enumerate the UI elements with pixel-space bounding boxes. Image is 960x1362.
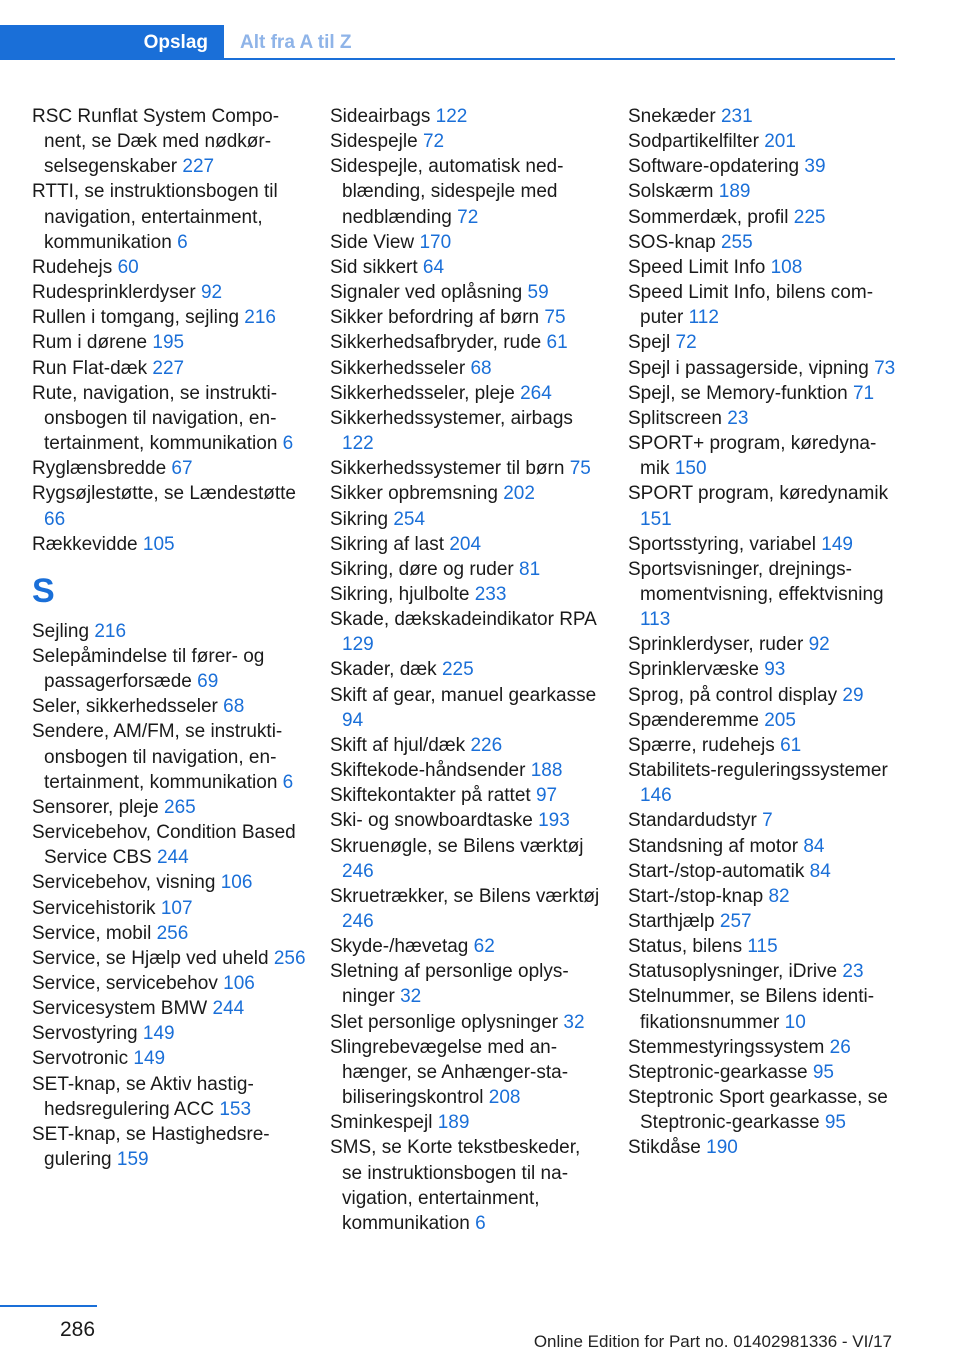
page-link[interactable]: 69	[197, 671, 219, 693]
index-term: Rygsøjlestøtte, se Lændestøtte	[32, 483, 296, 505]
page-link[interactable]: 115	[747, 936, 778, 958]
page-link[interactable]: 190	[706, 1137, 738, 1159]
index-term: Skruetrækker, se Bilens værktøj	[330, 885, 600, 907]
index-entry	[32, 255, 312, 280]
index-entry	[330, 406, 605, 456]
index-term: Skiftekode-håndsender	[330, 760, 526, 782]
index-term: Slingrebevægelse med anhænger, se Anhænger-stabiliseringskontrol	[330, 1036, 569, 1109]
index-term: Statusoplysninger, iDrive	[628, 961, 838, 983]
page-link[interactable]: 112	[688, 307, 719, 329]
index-term: Stelnummer, se Bilens identifikationsnummer	[628, 986, 875, 1033]
index-entry	[330, 758, 605, 783]
index-term: Sportsvisninger, drejningsmomentvisning, effektvisning	[628, 558, 884, 605]
index-term: Rudehejs	[32, 256, 113, 278]
index-entry	[32, 381, 312, 456]
index-entry	[628, 959, 898, 984]
index-term: Sidespejle, automatisk nedblænding, sidespejle med nedblænding	[330, 156, 564, 228]
page-link[interactable]: 188	[530, 760, 563, 782]
index-entry	[330, 1035, 605, 1110]
page-link[interactable]: 84	[809, 860, 831, 882]
index-entry	[330, 330, 605, 355]
index-term: Servicesystem BMW	[32, 998, 208, 1020]
index-entry	[32, 179, 312, 254]
index-term: Skift af hjul/dæk	[330, 734, 466, 756]
page-link[interactable]: 81	[519, 558, 541, 580]
index-term: Spejl, se Memory-funktion	[628, 382, 848, 404]
index-entry	[330, 934, 605, 959]
index-entry	[32, 1122, 312, 1172]
page-link[interactable]: 97	[535, 785, 558, 807]
index-term: Sikring af last	[330, 533, 445, 555]
index-term: Standardudstyr	[628, 810, 757, 832]
index-entry	[32, 356, 312, 381]
index-term: Speed Limit Info, bilens computer	[628, 282, 874, 329]
index-entry	[628, 834, 898, 859]
page-link[interactable]: 231	[720, 106, 753, 127]
header-tabs	[0, 25, 895, 60]
index-entry	[628, 205, 898, 230]
page-link[interactable]: 122	[342, 433, 374, 455]
page-link[interactable]: 244	[212, 998, 245, 1020]
index-entry	[628, 909, 898, 934]
index-entry	[628, 1060, 898, 1085]
index-entry	[628, 532, 898, 557]
index-term: Sikring, hjulbolte	[330, 583, 470, 605]
index-term: Starthjælp	[628, 911, 715, 932]
page-link[interactable]: 257	[719, 911, 752, 932]
footer-rule	[0, 1305, 97, 1307]
index-entry	[330, 507, 605, 532]
index-entry	[628, 934, 898, 959]
page-link[interactable]: 23	[842, 961, 864, 983]
page-link[interactable]: 6	[282, 771, 294, 793]
page-link[interactable]: 149	[133, 1048, 166, 1070]
index-entry	[330, 154, 605, 229]
page-link[interactable]: 32	[563, 1011, 585, 1033]
tab-opslag[interactable]: Opslag	[0, 25, 224, 60]
page-link[interactable]: 202	[503, 483, 535, 505]
page-link[interactable]: 23	[727, 407, 749, 429]
index-entry	[32, 644, 312, 694]
page-link[interactable]: 146	[640, 785, 672, 807]
index-entry	[330, 305, 605, 330]
index-term: Spejl i passagerside, vipning	[628, 357, 869, 379]
index-entry	[32, 870, 312, 895]
index-term: Sikker opbremsning	[330, 483, 498, 505]
index-term: Start-/stop-automatik	[628, 860, 805, 882]
index-entry	[32, 1072, 312, 1122]
page-link[interactable]: 225	[793, 206, 826, 228]
index-term: Servicebehov, Condition Based Service CBS	[32, 822, 296, 869]
index-term: Stemmestyringssystem	[628, 1036, 825, 1058]
page-link[interactable]: 71	[852, 382, 875, 404]
page-link[interactable]: 151	[640, 508, 672, 530]
page-link[interactable]: 6	[177, 231, 188, 253]
page-link[interactable]: 244	[156, 847, 189, 869]
index-entry	[32, 619, 312, 644]
page-link[interactable]: 72	[457, 206, 479, 228]
index-entry	[330, 230, 605, 255]
index-term: Rute, navigation, se instruktionsbogen til navigation, entertainment, kommunikation	[32, 382, 278, 455]
index-entry	[330, 104, 605, 129]
index-term: Stikdåse	[628, 1137, 701, 1159]
page-link[interactable]: 61	[546, 332, 568, 354]
index-term: Sprinklervæske	[628, 659, 759, 681]
index-term: Skyde-/hævetag	[330, 936, 469, 958]
index-entry	[628, 984, 898, 1034]
index-entry	[330, 657, 605, 682]
page-link[interactable]: 170	[419, 231, 452, 253]
page-link[interactable]: 59	[527, 282, 549, 304]
index-term: Sikkerhedsseler	[330, 357, 466, 379]
index-entry	[32, 795, 312, 820]
index-term: Sideairbags	[330, 106, 431, 127]
index-entry	[330, 532, 605, 557]
index-term: Slet personlige oplysninger	[330, 1011, 559, 1033]
index-entry	[628, 381, 898, 406]
page-link[interactable]: 159	[116, 1149, 149, 1171]
index-term: Sikring	[330, 508, 389, 530]
page-link[interactable]: 216	[94, 620, 127, 642]
index-column-2	[330, 104, 605, 1236]
page-link[interactable]: 66	[44, 508, 66, 530]
page-link[interactable]: 107	[160, 897, 193, 919]
index-term: Skader, dæk	[330, 659, 437, 681]
page-link[interactable]: 193	[538, 810, 570, 832]
index-entry	[330, 481, 605, 506]
index-entry	[330, 959, 605, 1009]
page-link[interactable]: 62	[473, 936, 495, 958]
index-entry	[330, 834, 605, 884]
index-entry	[628, 255, 898, 280]
edition-note: Online Edition for Part no. 01402981336 - VI/17	[533, 1332, 892, 1351]
index-entry	[330, 1135, 605, 1236]
page-link[interactable]: 216	[244, 307, 276, 329]
page-link[interactable]: 92	[808, 634, 830, 656]
index-term: Skiftekontakter på rattet	[330, 785, 531, 807]
page-link[interactable]: 6	[282, 433, 294, 455]
index-term: SPORT+ program, køredynamik	[628, 433, 877, 480]
page-link[interactable]: 82	[768, 885, 790, 907]
index-entry	[330, 356, 605, 381]
page-link[interactable]: 189	[437, 1112, 470, 1134]
page-link[interactable]: 227	[182, 156, 215, 178]
header-rule	[0, 58, 895, 60]
index-term: Servostyring	[32, 1023, 138, 1045]
index-term: Spejl	[628, 332, 671, 354]
page-number: 286	[60, 1318, 96, 1341]
index-entry	[330, 255, 605, 280]
index-entry	[628, 657, 898, 682]
page-link[interactable]: 75	[569, 458, 591, 480]
index-term: SMS, se Korte tekstbeskeder, se instruktionsbogen til navigation, entertainment, kommunikation	[330, 1137, 581, 1234]
index-entry	[628, 808, 898, 833]
index-term: Sprog, på control display	[628, 684, 838, 706]
page-link[interactable]: 256	[273, 947, 306, 969]
index-term: Rullen i tomgang, sejling	[32, 307, 240, 329]
index-entry	[32, 456, 312, 481]
index-entry	[628, 179, 898, 204]
index-entry	[628, 230, 898, 255]
page-link[interactable]: 246	[342, 911, 374, 932]
index-entry	[32, 305, 312, 330]
index-entry	[330, 1010, 605, 1035]
page-link[interactable]: 93	[764, 659, 786, 681]
index-entry	[330, 129, 605, 154]
index-entry	[330, 582, 605, 607]
index-term: SPORT program, køredynamik	[628, 483, 889, 505]
index-term: Speed Limit Info	[628, 256, 766, 278]
index-term: RSC Runflat System Component, se Dæk med nødkørselsegenskaber	[32, 106, 280, 178]
index-entry	[32, 996, 312, 1021]
index-term: Selepåmindelse til fører- og passagerforsæde	[32, 645, 265, 693]
index-entry	[330, 1110, 605, 1135]
page-link[interactable]: 150	[674, 458, 707, 480]
index-term: Ski- og snowboardtaske	[330, 810, 533, 832]
index-term: Rækkevidde	[32, 533, 138, 555]
page-link[interactable]: 84	[803, 835, 825, 857]
index-term: Side View	[330, 231, 415, 253]
page-link[interactable]: 26	[829, 1036, 851, 1058]
index-entry	[32, 946, 312, 971]
page-link[interactable]: 6	[475, 1212, 486, 1234]
index-entry	[628, 708, 898, 733]
index-term: Status, bilens	[628, 936, 743, 958]
index-term: Service, servicebehov	[32, 973, 218, 994]
index-entry	[330, 456, 605, 481]
index-entry	[32, 1021, 312, 1046]
index-term: Steptronic Sport gearkasse, se Steptronic-gearkasse	[628, 1087, 888, 1134]
index-term: Sprinklerdyser, ruder	[628, 634, 804, 656]
index-entry	[330, 381, 605, 406]
index-term: Steptronic-gearkasse	[628, 1061, 808, 1083]
page-link[interactable]: 255	[720, 231, 753, 253]
index-term: Servicebehov, visning	[32, 872, 216, 894]
page-link[interactable]: 233	[474, 583, 507, 605]
page-link[interactable]: 61	[780, 734, 802, 756]
tab-alt-fra-a-til-z[interactable]: Alt fra A til Z	[240, 32, 352, 53]
page-link[interactable]: 246	[342, 860, 374, 882]
index-term: Skade, dækskadeindikator RPA	[330, 609, 596, 631]
page-link[interactable]: 204	[449, 533, 482, 555]
index-term: Sikkerhedssystemer til børn	[330, 458, 565, 480]
index-term: Skruenøgle, se Bilens værktøj	[330, 835, 584, 857]
page-link[interactable]: 68	[470, 357, 492, 379]
index-entry	[628, 280, 898, 330]
page-link[interactable]: 60	[117, 256, 139, 278]
page-link[interactable]: 29	[842, 684, 864, 706]
index-term: Sikkerhedsafbryder, rude	[330, 332, 542, 354]
page-link[interactable]: 265	[164, 796, 196, 818]
index-term: Rum i dørene	[32, 332, 148, 354]
index-entry	[32, 532, 312, 557]
page-link[interactable]: 113	[640, 609, 671, 631]
page-link[interactable]: 208	[488, 1087, 521, 1109]
index-entry	[330, 884, 605, 934]
page-link[interactable]: 225	[441, 659, 474, 681]
index-term: Start-/stop-knap	[628, 885, 764, 907]
index-column-1	[32, 104, 312, 1172]
index-term: Sendere, AM/FM, se instruktionsbogen til navigation, entertainment, kommunikation	[32, 721, 283, 793]
index-entry	[628, 859, 898, 884]
index-entry	[32, 1046, 312, 1071]
index-entry	[628, 1035, 898, 1060]
page-link[interactable]: 129	[342, 634, 374, 656]
page-link[interactable]: 256	[156, 922, 189, 944]
index-term: Stabilitets-reguleringssystemer	[628, 760, 888, 782]
index-term: Service, se Hjælp ved uheld	[32, 947, 269, 969]
page-link[interactable]: 226	[470, 734, 503, 756]
index-term: Snekæder	[628, 106, 716, 127]
index-entry	[628, 481, 898, 531]
index-entry	[628, 104, 898, 129]
index-term: Sikring, døre og ruder	[330, 558, 514, 580]
index-entry	[32, 719, 312, 794]
index-entry	[330, 607, 605, 657]
page-link[interactable]: 94	[342, 709, 364, 731]
index-term: Ryglænsbredde	[32, 458, 167, 480]
index-term: Spænderemme	[628, 709, 759, 731]
page-link[interactable]: 108	[770, 256, 803, 278]
index-term: Signaler ved oplåsning	[330, 282, 523, 304]
index-entry	[330, 783, 605, 808]
page-link[interactable]: 195	[152, 332, 185, 354]
index-entry	[628, 406, 898, 431]
page-link[interactable]: 72	[675, 332, 697, 354]
index-term: Solskærm	[628, 181, 714, 203]
page-link[interactable]: 254	[393, 508, 426, 530]
index-term: Sensorer, pleje	[32, 796, 159, 818]
page-link[interactable]: 189	[718, 181, 751, 203]
page-link[interactable]: 92	[200, 282, 223, 304]
index-entry	[32, 481, 312, 531]
page-link[interactable]: 105	[142, 533, 175, 555]
index-term: SET-knap, se Hastighedsregulering	[32, 1123, 270, 1171]
index-entry	[32, 971, 312, 996]
page-link[interactable]: 39	[804, 156, 826, 178]
index-entry	[330, 808, 605, 833]
index-entry	[628, 154, 898, 179]
index-entry	[628, 129, 898, 154]
index-term: Software-opdatering	[628, 156, 800, 178]
index-term: Service, mobil	[32, 922, 152, 944]
page-link[interactable]: 75	[544, 307, 566, 329]
page-link[interactable]: 106	[220, 872, 253, 894]
index-term: SOS-knap	[628, 231, 716, 253]
index-entry	[628, 330, 898, 355]
page-link[interactable]: 201	[764, 131, 796, 153]
index-term: Sportsstyring, variabel	[628, 533, 816, 555]
index-entry	[628, 557, 898, 632]
index-term: Sikker befordring af børn	[330, 307, 540, 329]
index-term: Rudesprinklerdyser	[32, 282, 196, 304]
index-column-3	[628, 104, 898, 1161]
index-entry	[330, 557, 605, 582]
index-entry	[628, 1085, 898, 1135]
index-term: SET-knap, se Aktiv hastighedsregulering ACC	[32, 1073, 254, 1120]
index-term: Sommerdæk, profil	[628, 206, 789, 228]
page-link[interactable]: 32	[400, 986, 422, 1008]
index-entry	[32, 694, 312, 719]
index-term: Sid sikkert	[330, 256, 418, 278]
index-entry	[628, 356, 898, 381]
index-entry	[32, 280, 312, 305]
page-link[interactable]: 205	[764, 709, 796, 731]
index-entry	[628, 683, 898, 708]
index-term: Servicehistorik	[32, 897, 156, 919]
index-term: RTTI, se instruktionsbogen til navigation, entertainment, kommunikation	[32, 181, 278, 253]
index-term: Sejling	[32, 620, 90, 642]
index-letter-heading: S	[32, 571, 55, 610]
index-term: Sletning af personlige oplysninger	[330, 961, 569, 1008]
index-term: Sodpartikelfilter	[628, 131, 759, 153]
index-term: Skift af gear, manuel gearkasse	[330, 684, 597, 706]
index-term: Standsning af motor	[628, 835, 799, 857]
page-link[interactable]: 73	[874, 357, 896, 379]
page-link[interactable]: 122	[435, 106, 468, 127]
index-term: Spærre, rudehejs	[628, 734, 775, 756]
index-entry	[628, 632, 898, 657]
index-entry	[628, 884, 898, 909]
page-link[interactable]: 95	[824, 1112, 846, 1134]
page-link[interactable]: 67	[171, 458, 193, 480]
page-link[interactable]: 106	[223, 973, 255, 994]
page-link[interactable]: 153	[219, 1098, 252, 1120]
page-link[interactable]: 10	[784, 1011, 806, 1033]
index-entry	[32, 820, 312, 870]
index-term: Sikkerhedssystemer, airbags	[330, 407, 573, 429]
index-term: Sminkespejl	[330, 1112, 433, 1134]
index-term: Run Flat-dæk	[32, 357, 148, 379]
index-term: Servotronic	[32, 1048, 129, 1070]
index-entry	[628, 431, 898, 481]
page-link[interactable]: 7	[762, 810, 773, 832]
index-entry	[628, 758, 898, 808]
index-term: Sidespejle	[330, 131, 418, 153]
index-term: Splitscreen	[628, 407, 722, 429]
index-entry	[628, 733, 898, 758]
index-entry	[330, 733, 605, 758]
index-term: Seler, sikkerhedsseler	[32, 696, 218, 718]
page-link[interactable]: 149	[821, 533, 853, 555]
index-entry	[32, 896, 312, 921]
index-entry	[32, 330, 312, 355]
index-entry	[330, 683, 605, 733]
index-entry	[628, 1135, 898, 1160]
index-entry	[330, 280, 605, 305]
page-link[interactable]: 72	[422, 131, 445, 153]
page-link[interactable]: 64	[422, 256, 445, 278]
index-entry	[32, 104, 312, 179]
page-link[interactable]: 149	[142, 1023, 175, 1045]
page-link[interactable]: 68	[223, 696, 245, 718]
page-link[interactable]: 264	[520, 382, 552, 404]
index-entry	[32, 921, 312, 946]
page-link[interactable]: 227	[152, 357, 185, 379]
index-term: Sikkerhedsseler, pleje	[330, 382, 515, 404]
page-link[interactable]: 95	[812, 1061, 834, 1083]
